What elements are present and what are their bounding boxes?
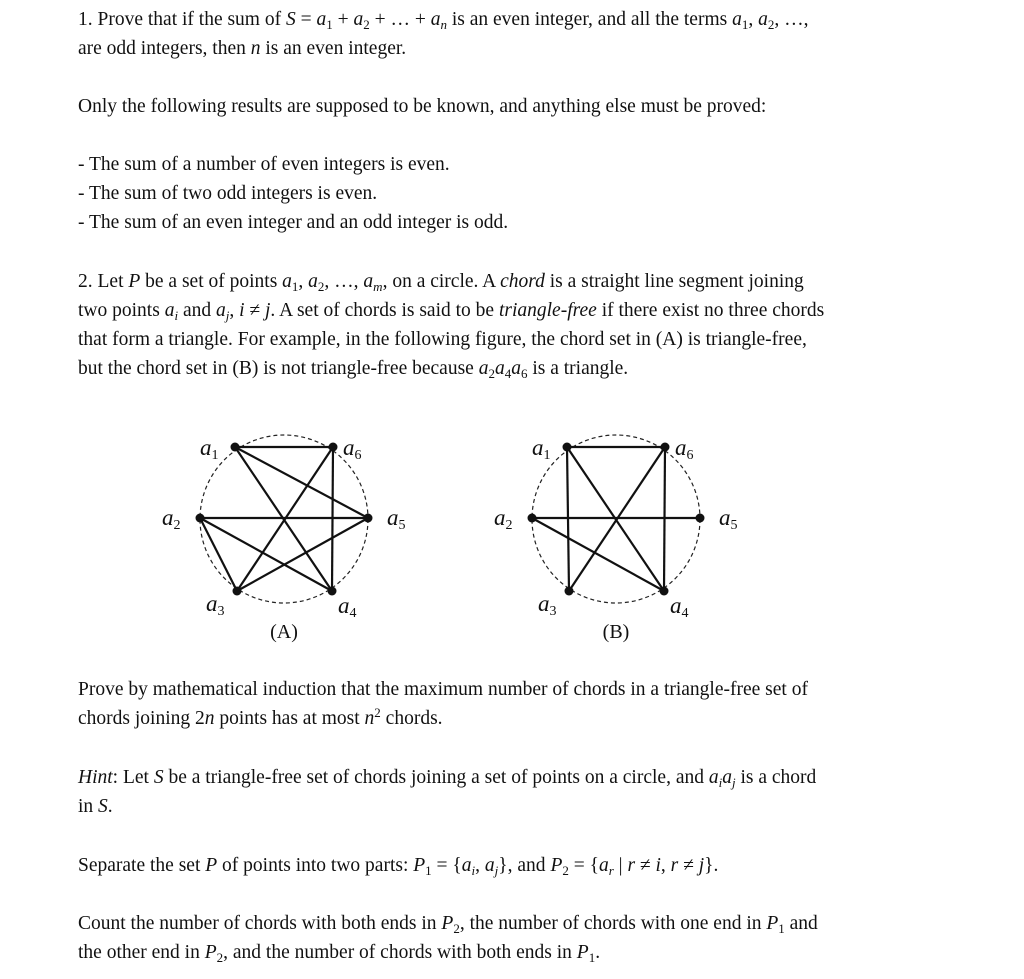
vertex-label-a3: a3 <box>206 591 225 619</box>
text-fragment: , the number of chords with one end in <box>459 913 767 934</box>
chord-a2-a4 <box>532 518 664 591</box>
problem2-number: 2. <box>78 271 93 292</box>
text-fragment: , and <box>507 855 551 876</box>
problem1-number: 1. <box>78 9 93 30</box>
vertex-a6 <box>329 443 338 452</box>
text-fragment: are odd integers, then <box>78 38 251 59</box>
text-fragment: on a circle. A <box>387 271 501 292</box>
text-fragment: Prove that if the sum of <box>97 9 286 30</box>
text-fragment: be a triangle-free set of chords joining a set of points on a circle, and <box>163 767 709 788</box>
vertex-a2 <box>196 514 205 523</box>
hint-line1: Hint: Let S be a triangle-free set of chords joining a set of points on a circle, and $a_ia_j$ is a chord <box>78 767 817 790</box>
text-fragment: and <box>178 300 216 321</box>
text-fragment: be a set of points <box>140 271 283 292</box>
problem1-line1: 1. Prove that if the sum of $S = a_1 + a_2$ + … + $a_n$ is an even integer, and all the terms $a_1$, $a_2$, …, <box>78 9 809 32</box>
vertex-label-a1: a1 <box>532 435 551 463</box>
separate-line: Separate the set P of points into two parts: $P_1 = \{a_i$, $a_j$}, and $P_2 = \{a_r$ | r ≠ i, r ≠ j}. <box>78 855 719 878</box>
text-fragment: Separate the set <box>78 855 206 876</box>
text-fragment: two points <box>78 300 165 321</box>
vertex-a1 <box>563 443 572 452</box>
vertex-a1 <box>231 443 240 452</box>
text-fragment: . A set of chords is said to be <box>270 300 499 321</box>
vertex-label-a6: a6 <box>675 435 694 463</box>
known-intro: Only the following results are supposed to be known, and anything else must be proved: <box>78 96 767 117</box>
known-result-2: - The sum of two odd integers is even. <box>78 183 378 204</box>
vertex-label-a2: a2 <box>494 505 513 533</box>
count-line1: Count the number of chords with both ends in $P_2$, the number of chords with one end in $P_1$ and <box>78 913 818 936</box>
text-fragment: is a chord <box>735 767 817 788</box>
chord-figure <box>150 425 750 650</box>
vertex-label-a6: a6 <box>343 435 362 463</box>
vertex-label-a1: a1 <box>200 435 219 463</box>
vertex-a3 <box>233 587 242 596</box>
problem2-line1: 2. Let P be a set of points $a_1$, $a_2$, …, $a_m$, on a circle. A chord is a straight line segment joining <box>78 271 804 294</box>
known-result-3: - The sum of an even integer and an odd integer is odd. <box>78 212 509 233</box>
chord-a2-a4 <box>200 518 332 591</box>
text-fragment: is a straight line segment joining <box>544 271 804 292</box>
vertex-label-a4: a4 <box>670 593 689 621</box>
problem2-line2: two points $a_i$ and $a_j$, i ≠ j. A set of chords is said to be triangle-free if there exist no three chords <box>78 300 825 323</box>
hint-line2: in S. <box>78 796 113 817</box>
vertex-label-a5: a5 <box>387 505 406 533</box>
vertex-a4 <box>328 587 337 596</box>
vertex-label-a4: a4 <box>338 593 357 621</box>
text-fragment: chords. <box>380 708 443 729</box>
text-fragment: if there exist no three chords <box>596 300 825 321</box>
figure-a <box>162 435 406 643</box>
text-fragment: and <box>784 913 818 934</box>
text-fragment: Let <box>97 271 129 292</box>
text-fragment: the other end in <box>78 942 205 963</box>
term-triangle-free: triangle-free <box>498 300 597 321</box>
count-line2: the other end in $P_2$, and the number of chords with both ends in $P_1$. <box>78 942 601 965</box>
text-fragment: but the chord set in (B) is not triangle-free because <box>78 358 479 379</box>
induction-line1: Prove by mathematical induction that the maximum number of chords in a triangle-free set of <box>78 679 808 700</box>
caption-b: (B) <box>602 621 630 643</box>
text-fragment: , and the number of chords with both ends in <box>223 942 577 963</box>
vertex-label-a2: a2 <box>162 505 181 533</box>
induction-line2: chords joining 2n points has at most $n^2$ chords. <box>78 705 443 729</box>
hint-label: Hint <box>78 767 113 788</box>
problem1-line2: are odd integers, then n is an even integer. <box>78 38 407 59</box>
figure-b <box>494 435 738 643</box>
vertex-a6 <box>661 443 670 452</box>
vertex-a5 <box>696 514 705 523</box>
caption-a: (A) <box>270 621 298 643</box>
text-fragment: points has at most <box>214 708 365 729</box>
vertex-a5 <box>364 514 373 523</box>
text-fragment: chords joining 2 <box>78 708 205 729</box>
vertex-a3 <box>565 587 574 596</box>
text-fragment: of points into two parts: <box>217 855 414 876</box>
vertex-label-a3: a3 <box>538 591 557 619</box>
text-fragment: in <box>78 796 99 817</box>
known-result-1: - The sum of a number of even integers is even. <box>78 154 450 175</box>
text-fragment: is an even integer. <box>260 38 407 59</box>
vertex-a2 <box>528 514 537 523</box>
term-chord: chord <box>500 271 545 292</box>
text-fragment: Count the number of chords with both ends in <box>78 913 442 934</box>
text-fragment: : Let <box>112 767 154 788</box>
problem2-line4: but the chord set in (B) is not triangle-free because $a_2a_4a_6$ is a triangle. <box>78 358 629 381</box>
text-fragment: is a triangle. <box>527 358 629 379</box>
problem2-line3: that form a triangle. For example, in the following figure, the chord set in (A) is triangle-free, <box>78 329 807 350</box>
vertex-a4 <box>660 587 669 596</box>
vertex-label-a5: a5 <box>719 505 738 533</box>
chord-a3-a5 <box>237 518 368 591</box>
text-fragment: is an even integer, and all the terms <box>446 9 733 30</box>
